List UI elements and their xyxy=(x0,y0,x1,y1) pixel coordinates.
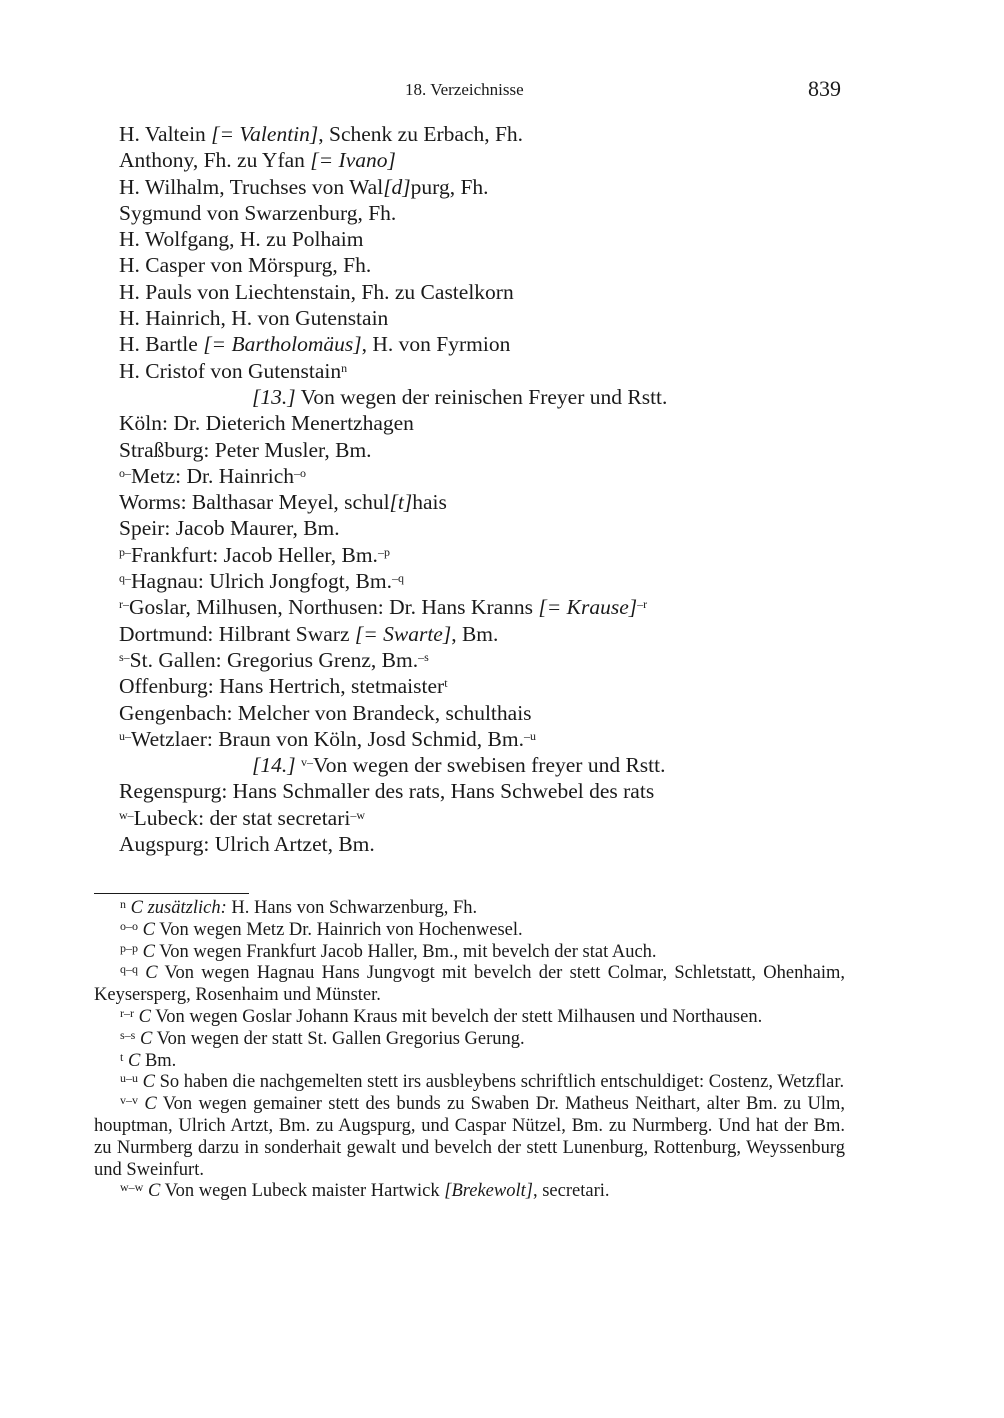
footnote-label: n xyxy=(120,897,126,911)
footnote-marker: –q xyxy=(391,571,404,586)
footnote-marker: v– xyxy=(300,755,313,770)
footnote: $^t$ C Bm. xyxy=(120,1049,177,1071)
footnote: $^{u-u}$ C So haben die nachgemelten stett irs ausbleybens schriftlich entschuldiget: Costenz, Wetzflar. xyxy=(120,1071,845,1093)
entry-line: $^{u-}$Wetzlaer: Braun von Köln, Josd Schmid, Bm.$^{-u}$ xyxy=(119,726,536,751)
entry-line: H. Bartle [= Bartholomäus], H. von Fyrmion xyxy=(119,332,511,357)
footnote: $^{s-s}$ C Von wegen der statt St. Gallen Gregorius Gerung. xyxy=(120,1027,525,1049)
entry-line: H. Wilhalm, Truchses von Wal[d]purg, Fh. xyxy=(119,174,489,199)
entry-line: $^{q-}$Hagnau: Ulrich Jongfogt, Bm.$^{-q}$ xyxy=(119,569,404,594)
footnote-marker: t xyxy=(444,676,448,691)
entry-line: Regenspurg: Hans Schmaller des rats, Hans Schwebel des rats xyxy=(119,779,655,804)
entry-line: $^{p-}$Frankfurt: Jacob Heller, Bm.$^{-p}$ xyxy=(119,542,390,567)
footnote: $^{w-w}$ C Von wegen Lubeck maister Hartwick [Brekewolt], secretari. xyxy=(120,1180,610,1202)
running-head: 18. Verzeichnisse xyxy=(405,80,524,99)
entry-line: $^{o-}$Metz: Dr. Hainrich$^{-o}$ xyxy=(119,463,306,488)
footnote-marker: –r xyxy=(637,597,648,612)
footnote: $^{v-v}$ C Von wegen gemainer stett des bunds zu Swaben Dr. Matheus Neithart, alter Bm. zu Ulm, houptman, Ulrich Artzt, Bm. zu Augspurg, und Caspar Nützel, Bm. zu Nurmberg. Und hat der Bm. zu Nurmberg darzu in sonderhait gewalt und bevelch der stett Lunenburg, Rottenburg, Weyssenburg und Sweinfurt. xyxy=(94,1093,845,1180)
footnote-label: s–s xyxy=(120,1027,136,1042)
footnote: $^{p-p}$ C Von wegen Frankfurt Jacob Haller, Bm., mit bevelch der stat Auch. xyxy=(120,940,657,962)
section-heading-14: [14.] $^{v-}$Von wegen der swebisen freyer und Rstt. xyxy=(252,753,666,778)
entry-line: $^{r-}$Goslar, Milhusen, Northusen: Dr. Hans Kranns [= Krause]$^{-r}$ xyxy=(119,595,648,620)
footnotes xyxy=(94,898,845,1203)
footnote-label: o–o xyxy=(120,918,138,933)
entry-line: H. Casper von Mörspurg, Fh. xyxy=(119,253,372,278)
footnote-marker: –p xyxy=(377,544,390,559)
footnote-label: t xyxy=(120,1049,124,1064)
footnote-rule xyxy=(94,893,249,894)
footnote-label: r–r xyxy=(120,1005,134,1020)
entry-line: Straßburg: Peter Musler, Bm. xyxy=(119,437,372,462)
entry-line: Köln: Dr. Dieterich Menertzhagen xyxy=(119,411,414,436)
entry-line: $^{s-}$St. Gallen: Gregorius Grenz, Bm.$^{-s}$ xyxy=(119,647,429,672)
entry-list xyxy=(119,121,849,857)
footnote-marker: r– xyxy=(119,597,129,612)
page-number: 839 xyxy=(808,76,841,101)
footnote: $^{r-r}$ C Von wegen Goslar Johann Kraus mit bevelch der stett Milhausen und Northausen. xyxy=(120,1005,763,1027)
footnote: $^{o-o}$ C Von wegen Metz Dr. Hainrich von Hochenwesel. xyxy=(120,918,523,940)
entry-line: $^{w-}$Lubeck: der stat secretari$^{-w}$ xyxy=(119,805,366,830)
footnote-marker: –s xyxy=(418,649,429,664)
entry-line: H. Pauls von Liechtenstain, Fh. zu Castelkorn xyxy=(119,279,514,304)
entry-line: H. Valtein [= Valentin], Schenk zu Erbach, Fh. xyxy=(119,122,524,146)
footnote-label: u–u xyxy=(120,1071,138,1086)
entry-line: H. Wolfgang, H. zu Polhaim xyxy=(119,227,364,252)
entry-line: H. Cristof von Gutenstain$^n$ xyxy=(119,358,348,383)
entry-line: Worms: Balthasar Meyel, schul[t]hais xyxy=(119,490,447,515)
footnote-marker: –u xyxy=(523,728,536,743)
entry-line: Gengenbach: Melcher von Brandeck, schulthais xyxy=(119,700,532,725)
footnote-marker: p– xyxy=(119,544,131,559)
entry-line: Augspurg: Ulrich Artzet, Bm. xyxy=(119,832,375,857)
footnote-marker: s– xyxy=(119,649,130,664)
footnote-label: v–v xyxy=(120,1093,138,1108)
footnote-label: w–w xyxy=(120,1180,144,1195)
footnote-marker: –w xyxy=(350,807,366,822)
footnote-marker: u– xyxy=(119,728,131,743)
footnote-marker: –o xyxy=(294,465,306,480)
footnote: $^n$ C zusätzlich: H. Hans von Schwarzenburg, Fh. xyxy=(120,897,478,918)
section-heading-13: [13.] Von wegen der reinischen Freyer und Rstt. xyxy=(252,384,668,409)
footnote-marker: o– xyxy=(119,465,131,480)
footnote: $^{q-q}$ C Von wegen Hagnau Hans Jungvogt mit bevelch der stett Colmar, Schletstatt, Ohenhaim, Keysersperg, Rosenhaim und Münster. xyxy=(94,962,845,1006)
footnote-label: q–q xyxy=(120,962,138,977)
footnote-marker: n xyxy=(341,360,348,375)
entry-line: Speir: Jacob Maurer, Bm. xyxy=(119,516,340,541)
footnote-label: p–p xyxy=(120,940,138,955)
entry-line: Anthony, Fh. zu Yfan [= Ivano] xyxy=(119,148,396,173)
entry-line: Offenburg: Hans Hertrich, stetmaister$^t$ xyxy=(119,674,448,699)
entry-line: H. Hainrich, H. von Gutenstain xyxy=(119,306,389,331)
footnote-marker: w– xyxy=(119,807,134,822)
footnote-marker: q– xyxy=(119,571,131,586)
entry-line: Sygmund von Swarzenburg, Fh. xyxy=(119,200,397,225)
entry-line: Dortmund: Hilbrant Swarz [= Swarte], Bm. xyxy=(119,621,499,646)
